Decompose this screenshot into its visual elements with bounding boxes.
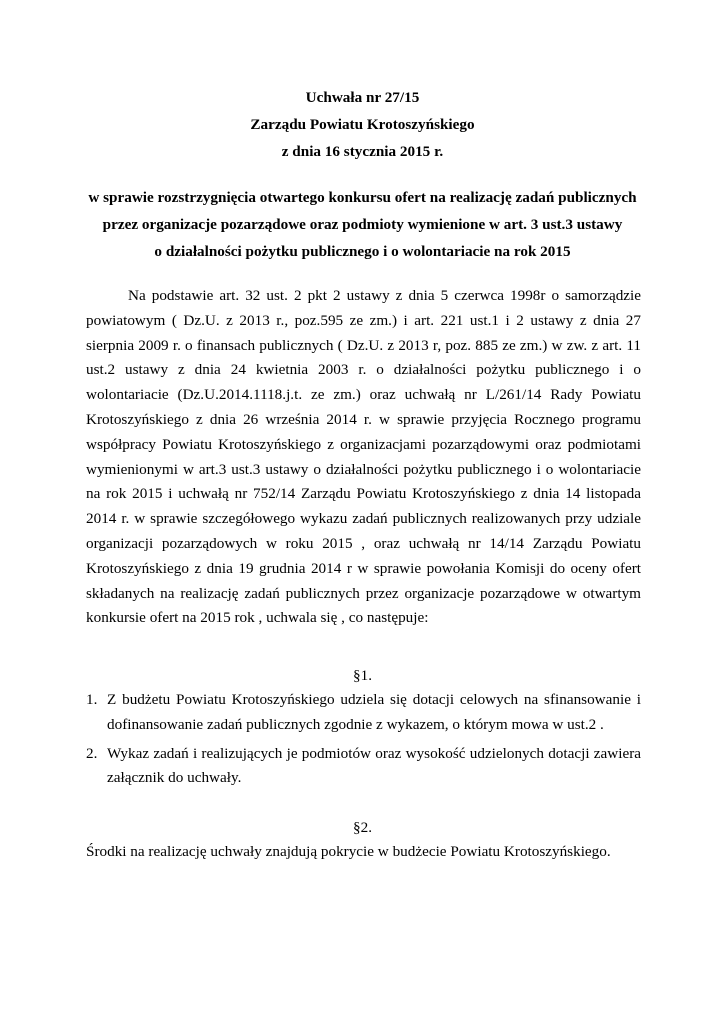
section-1-list: [86, 688, 641, 795]
list-item: [86, 688, 641, 738]
subject-line-3: o działalności pożytku publicznego i o wolontariacie na rok 2015: [154, 243, 571, 260]
resolution-header: [0, 84, 725, 165]
subject-line-1: w sprawie rozstrzygnięcia otwartego konkursu ofert na realizację zadań publicznych: [88, 189, 637, 206]
subject-line-2: przez organizacje pozarządowe oraz podmioty wymienione w art. 3 ust.3 ustawy: [102, 216, 623, 233]
list-item-text: Z budżetu Powiatu Krotoszyńskiego udziela się dotacji celowych na sfinansowanie i dofinansowanie zadań publicznych zgodnie z wykazem, o którym mowa w ust.2 .: [107, 691, 641, 733]
issuing-body: Zarządu Powiatu Krotoszyńskiego: [250, 116, 475, 133]
section-1-mark: §1.: [353, 667, 372, 684]
resolution-number: Uchwała nr 27/15: [305, 89, 420, 106]
list-item: [86, 742, 641, 792]
resolution-date: z dnia 16 stycznia 2015 r.: [281, 143, 444, 160]
list-item-number: 1.: [86, 691, 98, 708]
section-2-text: Środki na realizację uchwały znajdują pokrycie w budżecie Powiatu Krotoszyńskiego.: [86, 843, 611, 860]
section-2-mark: §2.: [353, 819, 372, 836]
list-item-text: Wykaz zadań i realizujących je podmiotów oraz wysokość udzielonych dotacji zawiera załącznik do uchwały.: [107, 744, 641, 787]
legal-basis-paragraph: Na podstawie art. 32 ust. 2 pkt 2 ustawy z dnia 5 czerwca 1998r o samorządzie powiatowym ( Dz.U. z 2013 r., poz.595 ze zm.) i art. 221 ust.1 i 2 ustawy z dnia 27 sierpnia 2009 r. o finansach publicznych ( Dz.U. z 2013 r, poz. 885 ze zm.) w zw. z art. 11 ust.2 ustawy z dnia 24 kwietnia 2003 r. o działalności pożytku publicznego i o wolontariacie (Dz.U.2014.1118.j.t. ze zm.) oraz uchwałą nr L/261/14 Rady Powiatu Krotoszyńskiego z dnia 26 września 2014 r. w sprawie przyjęcia Rocznego programu współpracy Powiatu Krotoszyńskiego z organizacjami pozarządowymi oraz podmiotami wymienionymi w art.3 ust.3 ustawy o działalności pożytku publicznego i o wolontariacie na rok 2015 i uchwałą nr 752/14 Zarządu Powiatu Krotoszyńskiego z dnia 14 listopada 2014 r. w sprawie szczegółowego wykazu zadań publicznych realizowanych przy udziale organizacji pozarządowych w roku 2015 , oraz uchwałą nr 14/14 Zarządu Powiatu Krotoszyńskiego z dnia 19 grudnia 2014 r w sprawie powołania Komisji do oceny ofert składanych na realizację zadań publicznych przez organizacje pozarządowe w otwartym konkursie ofert na 2015 rok , uchwala się , co następuje:: [86, 287, 641, 627]
resolution-subject: [60, 184, 665, 265]
list-item-number: 2.: [86, 744, 98, 762]
